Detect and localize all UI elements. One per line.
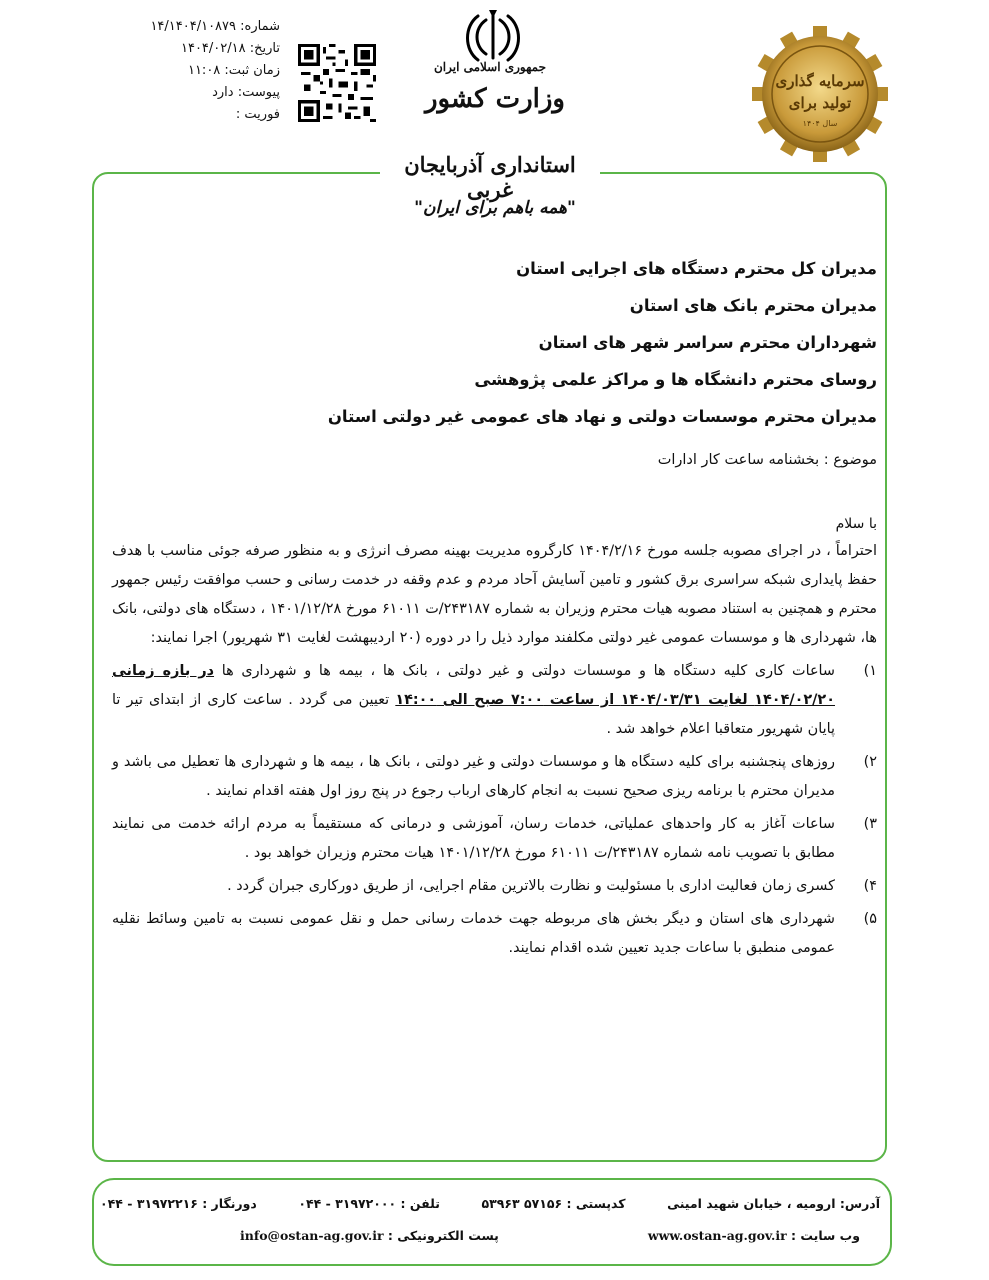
item-number: ۳)	[863, 816, 877, 832]
recipient: مدیران محترم بانک های استان	[629, 296, 877, 315]
footer-address: آدرس: ارومیه ، خیابان شهید امینی	[667, 1196, 880, 1211]
iran-emblem-icon	[462, 8, 524, 68]
subject-line: موضوع : بخشنامه ساعت کار ادارات	[657, 452, 877, 468]
list-item	[112, 872, 877, 901]
list-item	[112, 657, 877, 744]
footer-contact-row	[100, 1196, 880, 1211]
republic-label: جمهوری اسلامی ایران	[433, 60, 547, 74]
letter-meta	[120, 16, 280, 126]
letter-body	[112, 250, 877, 963]
item-text: کسری زمان فعالیت اداری با مسئولیت و نظارت بالاترین مقام اجرایی، از طریق دورکاری جبران گردد .	[227, 878, 835, 894]
greeting: با سلام	[835, 516, 877, 532]
province-title: استانداری آذربایجان غربی	[380, 152, 600, 202]
item-number: ۵)	[863, 911, 877, 927]
emphasized-period: در بازه زمانی ۱۴۰۴/۰۲/۲۰ لغایت ۱۴۰۴/۰۳/۳۱ از ساعت ۷:۰۰ صبح الی ۱۴:۰۰	[112, 663, 835, 708]
year-slogan-seal-icon	[750, 24, 890, 164]
recipient: روسای محترم دانشگاه ها و مراکز علمی پژوهشی	[474, 370, 877, 389]
item-text: روزهای پنجشنبه برای کلیه دستگاه ها و موسسات دولتی و غیر دولتی ، بانک ها ، بیمه ها و شهرداری ها تعطیل می باشد و مدیران محترم با برنامه ریزی صحیح نسبت به انجام کارهای ارباب رجوع در پنج روز اول هفته اقدام نمایند .	[112, 754, 835, 799]
intro-paragraph: احتراماً ، در اجرای مصوبه جلسه مورخ ۱۴۰۴/۲/۱۶ کارگروه مدیریت بهینه مصرف انرژی و به منظور صرفه جوئی مناسب با هدف حفظ پایداری شبکه سراسری برق کشور و تامین آسایش آحاد مردم و عدم وقفه در خدمت رسانی و حسب موافقت رئیس جمهور محترم و همچنین به استناد مصوبه هیات محترم وزیران به شماره ۲۴۳۱۸۷/ت ۶۱۰۱۱ مورخ ۱۴۰۱/۱۲/۲۸ ، دستگاه های دولتی، بانک ها، شهرداری ها و موسسات عمومی غیر دولتی مکلفند موارد ذیل را در دوره (۲۰ اردیبهشت لغایت ۳۱ شهریور) اجرا نمایند:	[112, 543, 877, 646]
footer-frame	[92, 1178, 892, 1266]
slogan: "همه باهم برای ایران"	[414, 198, 576, 218]
meta-number: شماره: ۱۴/۱۴۰۴/۱۰۸۷۹	[150, 19, 280, 34]
seal-year: سال ۱۴۰۴	[802, 119, 838, 128]
list-item	[112, 905, 877, 963]
seal-text-2: تولید برای	[788, 94, 852, 112]
email-link[interactable]: info@ostan-ag.gov.ir	[240, 1228, 384, 1243]
footer-fax: دورنگار : ۳۱۹۷۲۲۱۶ - ۰۴۴	[100, 1196, 257, 1211]
meta-date: تاریخ: ۱۴۰۴/۰۲/۱۸	[180, 41, 280, 56]
footer-phone: تلفن : ۳۱۹۷۲۰۰۰ - ۰۴۴	[298, 1196, 440, 1211]
ministry-title: وزارت کشور	[425, 84, 565, 114]
item-number: ۱)	[863, 663, 877, 679]
qr-code	[298, 44, 376, 122]
list-item	[112, 810, 877, 868]
seal-text-1: سرمایه گذاری	[775, 72, 865, 90]
item-number: ۴)	[863, 878, 877, 894]
item-text: ساعات آغاز به کار واحدهای عملیاتی، خدمات رسان، آموزشی و درمانی که مستقیماً به مردم ارائه خدمت می نمایند مطابق با تصویب نامه شماره ۲۴۳۱۸۷/ت ۶۱۰۱۱ مورخ ۱۴۰۱/۱۲/۲۸ هیات محترم وزیران خواهد بود .	[112, 816, 835, 861]
meta-attachment: پیوست: دارد	[212, 85, 280, 100]
item-number: ۲)	[863, 754, 877, 770]
item-text: ساعات کاری کلیه دستگاه ها و موسسات دولتی و غیر دولتی ، بانک ها ، بیمه ها و شهرداری ها در بازه زمانی ۱۴۰۴/۰۲/۲۰ لغایت ۱۴۰۴/۰۳/۳۱ از ساعت ۷:۰۰ صبح الی ۱۴:۰۰ تعیین می گردد . ساعت کاری از ابتدای تیر تا پایان شهریور متعاقبا اعلام خواهد شد .	[112, 663, 835, 737]
list-item	[112, 748, 877, 806]
footer-web-row	[240, 1228, 860, 1243]
meta-urgency: فوریت :	[235, 107, 280, 122]
recipient: مدیران محترم موسسات دولتی و نهاد های عمومی غیر دولتی استان	[327, 407, 877, 426]
meta-reg-time: زمان ثبت: ۱۱:۰۸	[187, 63, 280, 78]
footer-postal: کدپستی : ۵۷۱۵۶ ۵۳۹۶۳	[481, 1196, 626, 1211]
website-link[interactable]: www.ostan-ag.gov.ir	[647, 1228, 787, 1243]
recipient: شهرداران محترم سراسر شهر های استان	[538, 333, 877, 352]
recipient: مدیران کل محترم دستگاه های اجرایی استان	[516, 259, 877, 278]
footer-website: وب سایت : www.ostan-ag.gov.ir	[647, 1228, 860, 1243]
footer-email: پست الکترونیکی : info@ostan-ag.gov.ir	[240, 1228, 499, 1243]
item-text: شهرداری های استان و دیگر بخش های مربوطه جهت خدمات رسانی حمل و نقل عمومی نسبت به تامین وسائط نقلیه عمومی منطبق با ساعات جدید تعیین شده اقدام نمایند.	[112, 911, 835, 956]
